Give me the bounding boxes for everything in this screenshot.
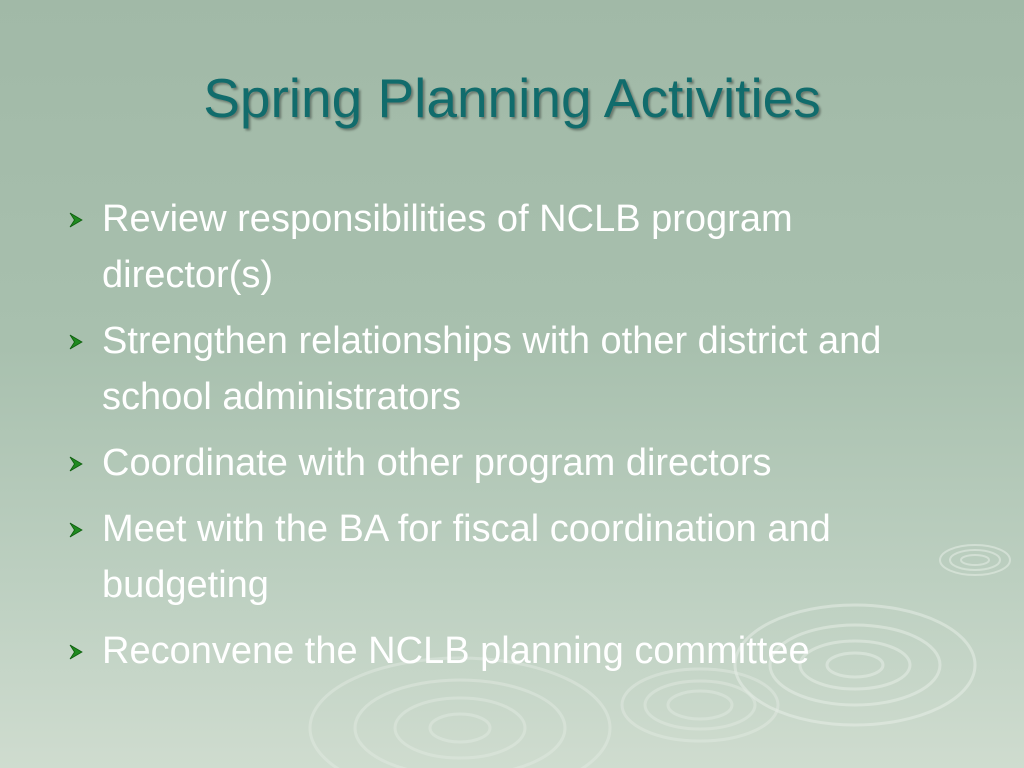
bullet-text: Coordinate with other program directors <box>102 442 772 484</box>
arrow-bullet-icon <box>66 642 86 662</box>
arrow-bullet-icon <box>66 454 86 474</box>
bullet-text: Review responsibilities of NCLB program director(s) <box>102 198 793 296</box>
bullet-text: Reconvene the NCLB planning committee <box>102 630 810 672</box>
bullet-text: Meet with the BA for fiscal coordination and budgeting <box>102 508 831 606</box>
bullet-item <box>66 313 966 425</box>
bullet-item <box>66 191 966 303</box>
bullet-item <box>66 435 966 491</box>
arrow-bullet-icon <box>66 210 86 230</box>
arrow-bullet-icon <box>66 332 86 352</box>
arrow-bullet-icon <box>66 520 86 540</box>
bullet-item <box>66 623 966 679</box>
bullet-item <box>66 501 966 613</box>
bullet-text: Strengthen relationships with other district and school administrators <box>102 320 882 418</box>
bullet-list <box>66 191 966 689</box>
slide-title: Spring Planning Activities <box>203 67 821 129</box>
